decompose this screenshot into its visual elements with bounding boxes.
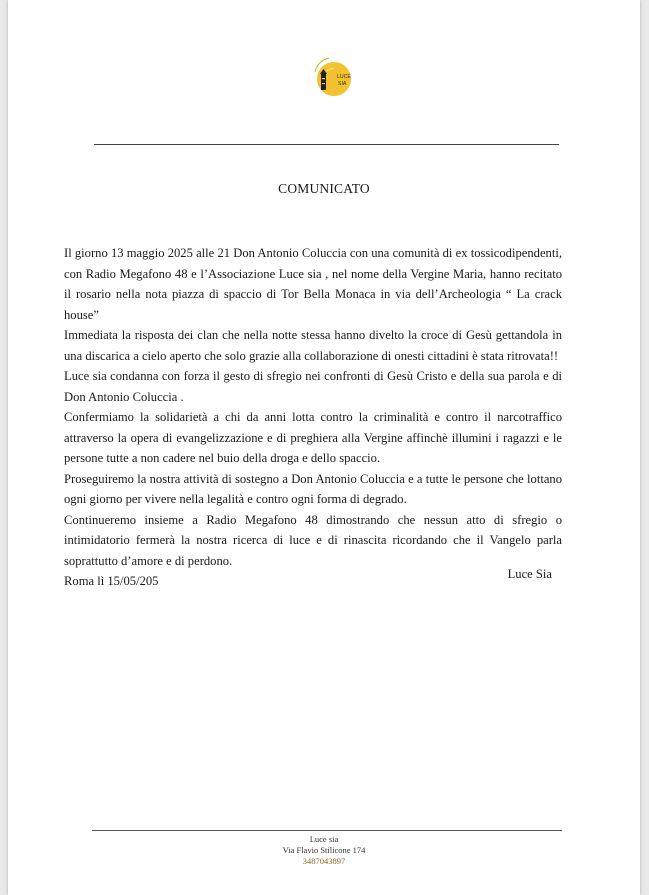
footer-name: Luce sia [309,834,339,844]
footer-phone: 3487043897 [302,856,346,866]
paragraph: Immediata la risposta dei clan che nella notte stessa hanno divelto la croce di Gesù gettandola in una discarica a cielo aperto che solo grazie alla collaborazione di onesti cittadini è stata ritrovata!! [64,328,562,363]
footer [8,834,640,867]
paragraph: Luce sia condanna con forza il gesto di sfregio nei confronti di Gesù Cristo e della sua parola e di Don Antonio Coluccia . [64,369,562,404]
paragraph: Continueremo insieme a Radio Megafono 48 dimostrando che nessun atto di sfregio o intimidatorio fermerà la nostra ricerca di luce e di rinascita ricordando che il Vangelo parla soprattutto d’amore e di perdono. [64,512,562,568]
svg-text:SIA: SIA [338,81,347,87]
date-line: Roma lì 15/05/205 [64,574,159,588]
document-title: COMUNICATO [278,181,370,196]
document-body [64,243,562,592]
lighthouse-logo-icon [307,52,357,102]
footer-address: Via Flavio Stilicone 174 [282,845,366,855]
paragraph: Confermiamo la solidarietà a chi da anni lotta contro la criminalità e contro il narcotraffico attraverso la opera di evangelizzazione e di preghiera alla Vergine affinchè illumini i ragazzi e le persone tutte a non cadere nel buio della droga e dello spaccio. [64,410,562,465]
paragraph: Il giorno 13 maggio 2025 alle 21 Don Antonio Coluccia con una comunità di ex tossicodipendenti, con Radio Megafono 48 e l’Associazione Luce sia , nel nome della Vergine Maria, hanno recitato il rosario nella nota piazza di spaccio di Tor Bella Monaca in via dell’Archeologia “ La crack house” [64,246,562,322]
svg-text:LUCE: LUCE [337,74,351,80]
signature: Luce Sia [507,567,552,581]
paragraph: Proseguiremo la nostra attività di sostegno a Don Antonio Coluccia e a tutte le persone che lottano ogni giorno per vivere nella legalità e contro ogni forma di degrado. [64,471,562,506]
document-page [8,0,640,895]
header-divider [94,144,559,145]
footer-divider [92,830,562,831]
